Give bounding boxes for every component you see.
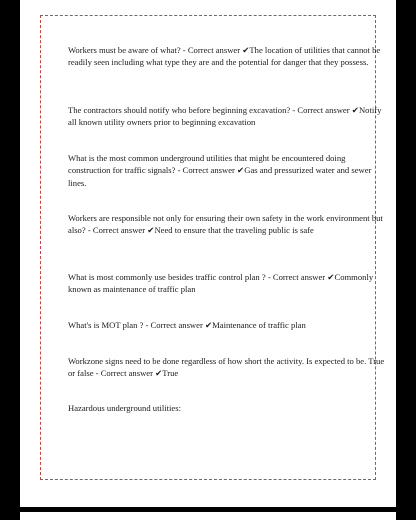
answer-separator: - Correct answer (93, 368, 156, 379)
answer-separator: - Correct answer (175, 165, 238, 176)
answer-separator: - Correct answer (143, 320, 205, 330)
question-text: What's is MOT plan ? (68, 320, 144, 330)
check-mark-icon: ✔ (147, 225, 155, 236)
qa-entry (68, 212, 388, 237)
answer-text: Notify all known utility owners prior to beginning excavation (68, 105, 382, 128)
check-mark-icon: ✔ (204, 320, 213, 330)
answer-separator: - Correct answer (290, 105, 352, 115)
check-mark-icon: ✔ (237, 165, 245, 176)
question-text: Workers must be aware of what? (68, 45, 181, 55)
answer-separator: - Correct answer (85, 225, 148, 236)
qa-entry (68, 44, 388, 69)
document-page (20, 0, 396, 507)
check-mark-icon: ✔ (327, 272, 335, 282)
qa-entry (68, 104, 388, 129)
next-page-edge (20, 512, 396, 520)
section-heading: Hazardous underground utilities: (68, 403, 181, 413)
qa-entry (68, 355, 388, 380)
qa-entry (68, 319, 388, 331)
answer-text: True (162, 368, 179, 379)
question-text: What is most commonly use besides traffic control plan ? (68, 272, 266, 282)
check-mark-icon: ✔ (242, 45, 250, 55)
qa-entry (68, 152, 388, 189)
question-text: Workers are responsible not only for ensuring their own safety in the work environment but also? (68, 213, 383, 236)
question-text: The contractors should notify who before beginning excavation? (68, 105, 291, 115)
answer-text: Gas and pressurized water and sewer lines. (68, 165, 372, 188)
qa-entry (68, 271, 388, 296)
answer-separator: - Correct answer (180, 45, 243, 55)
check-mark-icon: ✔ (155, 368, 163, 379)
answer-separator: - Correct answer (265, 272, 328, 282)
answer-text: Need to ensure that the traveling public is safe (154, 225, 314, 236)
question-text: Workzone signs need to be done regardless of how short the activity. Is expected to be. True or false (68, 356, 385, 379)
check-mark-icon: ✔ (351, 105, 359, 115)
question-text: What is the most common underground utilities that might be encountered doing construction for traffic signals? (68, 153, 346, 176)
answer-text: Maintenance of traffic plan (212, 320, 306, 330)
answer-text: Commonly known as maintenance of traffic plan (68, 272, 374, 295)
answer-text: The location of utilities that cannot be readily seen including what type they are and the potential for danger that they possess. (68, 45, 381, 68)
